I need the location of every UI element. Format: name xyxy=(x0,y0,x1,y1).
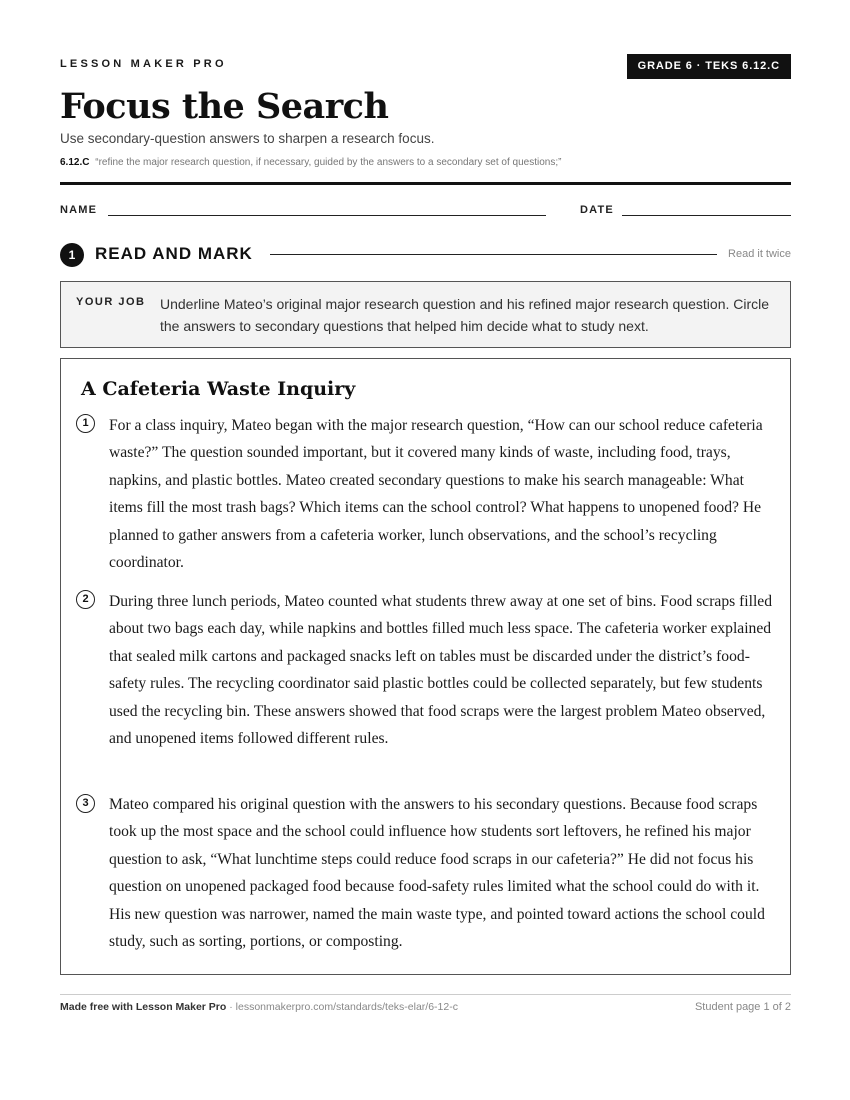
paragraph-number: 1 xyxy=(76,414,95,433)
page-indicator: Student page 1 of 2 xyxy=(694,1001,791,1013)
section-title: READ AND MARK xyxy=(95,244,253,263)
standard-text: “refine the major research question, if necessary, guided by the answers to a secondary set of questions;” xyxy=(95,157,562,168)
name-field[interactable] xyxy=(108,215,546,216)
job-instructions: Underline Mateo’s original major research question and his refined major research question. Circle the answers to secondary questions that helped him decide what to study next. xyxy=(160,296,770,334)
standard-line xyxy=(60,157,561,168)
standard-code: 6.12.C xyxy=(60,157,90,168)
job-label: YOUR JOB xyxy=(76,296,146,308)
footer-url[interactable]: · lessonmakerpro.com/standards/teks-elar/6-12-c xyxy=(226,1001,458,1013)
paragraph-number: 3 xyxy=(76,794,95,813)
brand-name: LESSON MAKER PRO xyxy=(60,58,227,70)
footer-credit xyxy=(60,1001,458,1013)
reading-passage xyxy=(60,358,791,975)
footer-brand: Made free with Lesson Maker Pro xyxy=(60,1001,227,1013)
section-number-badge: 1 xyxy=(60,243,84,267)
grade-badge: GRADE 6 · TEKS 6.12.C xyxy=(627,54,791,79)
paragraph-text: During three lunch periods, Mateo counted what students threw away at one set of bins. Food scraps filled about two bags each day, while napkins and bottles filled much less space. The cafeteria worker explained that sealed milk cartons and packaged snacks left on tables must be discarded under the district’s food-safety rules. The recycling coordinator said plastic bottles could be collected separately, but few students used the recycling bin. These answers showed that food scraps were the largest problem Mateo observed, and unopened items followed different rules. xyxy=(109,593,773,748)
worksheet-page xyxy=(60,0,791,1100)
job-box xyxy=(60,281,791,348)
date-label: DATE xyxy=(580,204,614,216)
name-label: NAME xyxy=(60,204,98,216)
page-subtitle: Use secondary-question answers to sharpen a research focus. xyxy=(60,131,435,146)
page-title: Focus the Search xyxy=(60,86,389,127)
paragraph-text: For a class inquiry, Mateo began with the major research question, “How can our school reduce cafeteria waste?” The question sounded important, but it covered many kinds of waste, including food, trays, napkins, and plastic bottles. Mateo created secondary questions to make his search manageable: What items fill the most trash bags? Which items can the school control? What happens to unopened food? He planned to gather answers from a cafeteria worker, lunch observations, and the school’s recycling coordinator. xyxy=(109,417,763,572)
section-divider xyxy=(270,254,717,255)
footer-divider xyxy=(60,994,791,995)
date-field[interactable] xyxy=(622,215,791,216)
header-divider xyxy=(60,182,791,185)
paragraph-number: 2 xyxy=(76,590,95,609)
section-hint: Read it twice xyxy=(728,248,791,260)
paragraph-text: Mateo compared his original question with the answers to his secondary questions. Because food scraps took up the most space and the school could influence how students sort leftovers, he refined his major question to ask, “What lunchtime steps could reduce food scraps in our cafeteria?” He did not focus his question on unopened packaged food because food-safety rules limited what the school could do with it. His new question was narrower, named the main waste type, and pointed toward actions the school could study, such as sorting, portions, or composting. xyxy=(109,796,765,951)
passage-title: A Cafeteria Waste Inquiry xyxy=(81,378,356,400)
